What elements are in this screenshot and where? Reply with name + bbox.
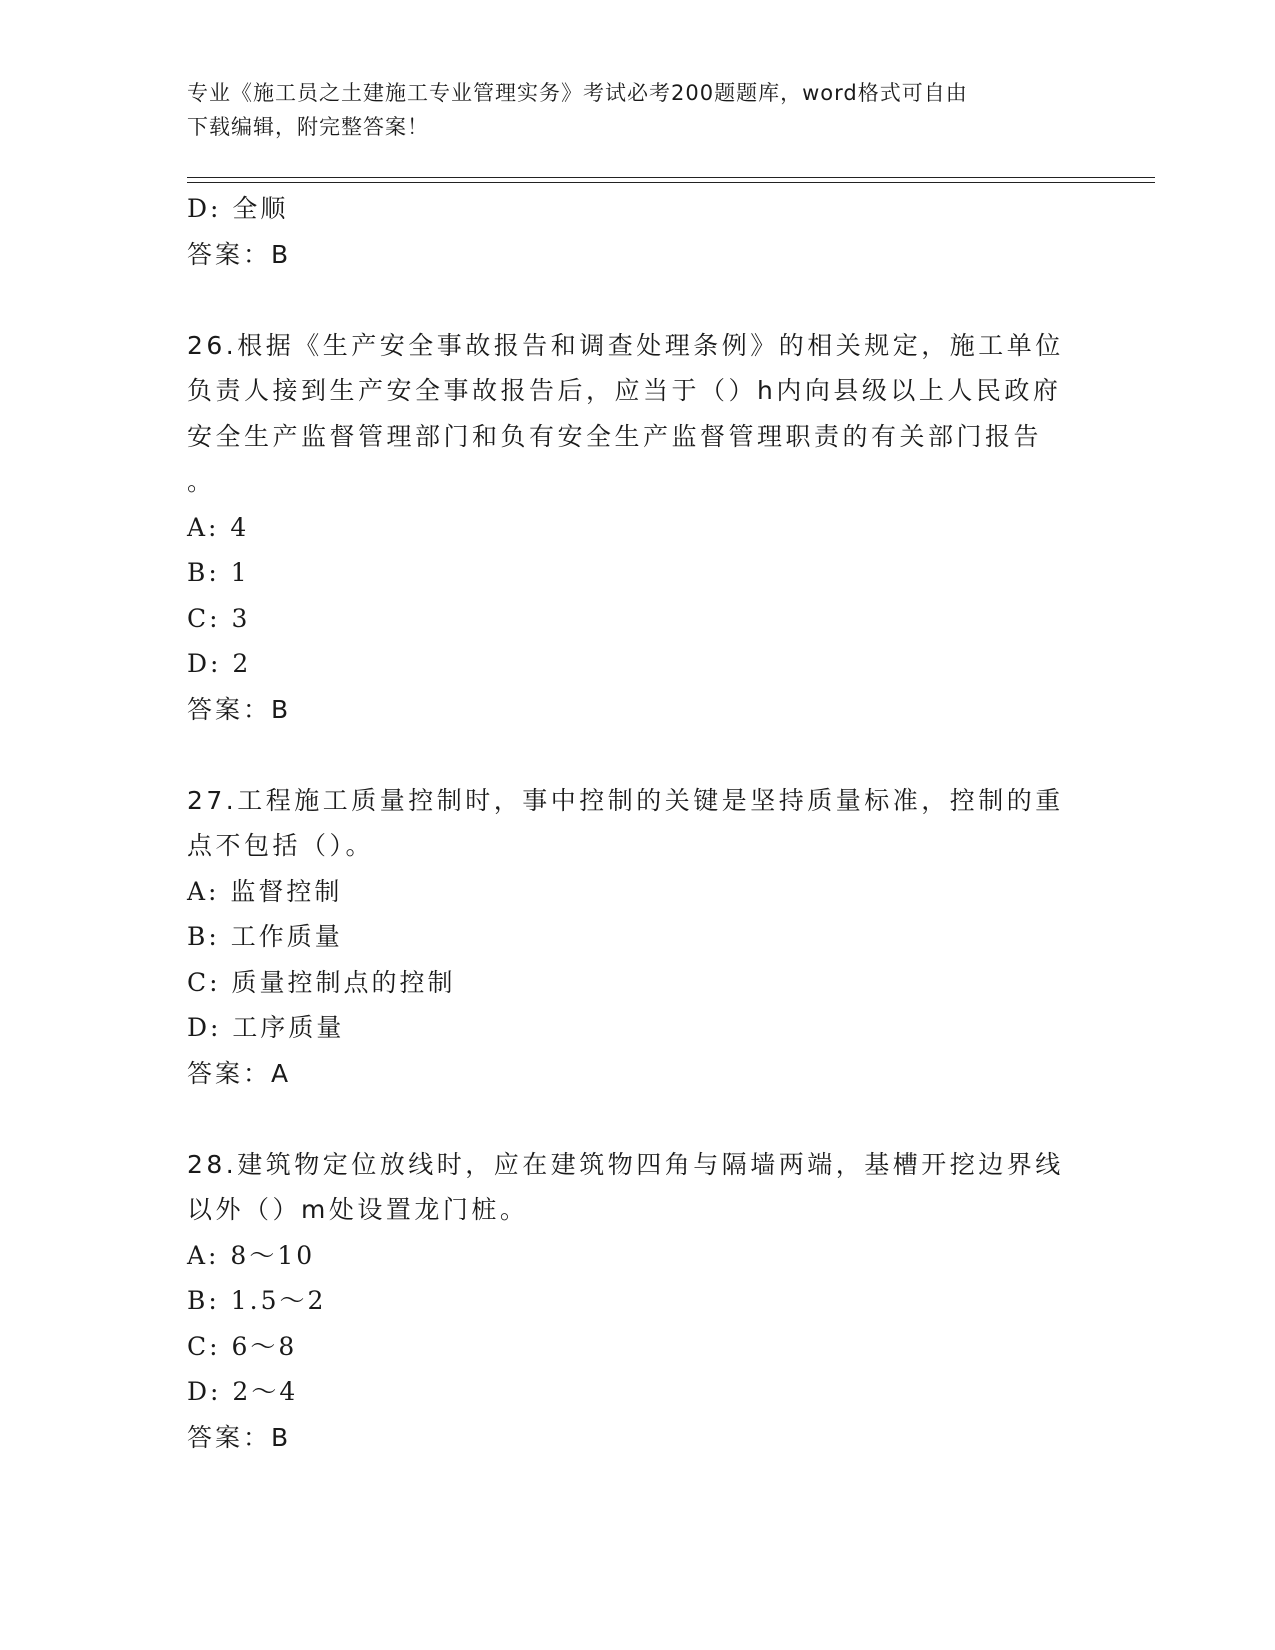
question-27 xyxy=(187,778,1087,1097)
option-d: D: 2 xyxy=(187,649,252,678)
option-d: D: 全顺 xyxy=(187,194,289,223)
question-text-line: 以外（）m处设置龙门桩。 xyxy=(187,1195,529,1224)
question-26 xyxy=(187,323,1087,733)
option-d: D: 2～4 xyxy=(187,1377,299,1406)
answer: 答案：A xyxy=(187,1058,292,1088)
option-b: B: 工作质量 xyxy=(187,922,343,951)
question-list xyxy=(187,186,1087,1460)
question-28 xyxy=(187,1142,1087,1461)
option-b: B: 1.5～2 xyxy=(187,1286,327,1315)
option-c: C: 3 xyxy=(187,603,251,633)
option-d: D: 工序质量 xyxy=(187,1013,345,1042)
option-b: B: 1 xyxy=(187,558,250,587)
question-text-line: 28.建筑物定位放线时，应在建筑物四角与隔墙两端，基槽开挖边界线 xyxy=(187,1149,1064,1179)
question-text-line: 安全生产监督管理部门和负有安全生产监督管理职责的有关部门报告 xyxy=(187,421,1043,451)
question-text-line: 负责人接到生产安全事故报告后，应当于（）h内向县级以上人民政府 xyxy=(187,376,1062,405)
option-a: A: 8～10 xyxy=(187,1240,316,1270)
question-text-line: 27.工程施工质量控制时，事中控制的关键是坚持质量标准，控制的重 xyxy=(187,785,1064,815)
header-line-1: 专业《施工员之土建施工专业管理实务》考试必考200题题库，word格式可自由 xyxy=(187,81,968,105)
spacer xyxy=(187,277,1087,323)
header-line-2: 下载编辑，附完整答案！ xyxy=(187,115,429,139)
option-c: C: 质量控制点的控制 xyxy=(187,967,456,997)
answer: 答案：B xyxy=(187,1422,292,1452)
answer: 答案：B xyxy=(187,694,292,724)
spacer xyxy=(187,1096,1087,1142)
option-c: C: 6～8 xyxy=(187,1331,298,1361)
answer: 答案：B xyxy=(187,239,292,269)
question-text-line: 。 xyxy=(187,467,216,496)
question-text-line: 点不包括（）。 xyxy=(187,831,375,860)
header-rule-top xyxy=(187,177,1155,178)
header-rule-bottom xyxy=(187,182,1155,183)
option-a: A: 监督控制 xyxy=(187,876,343,906)
spacer xyxy=(187,732,1087,778)
question-text-line: 26.根据《生产安全事故报告和调查处理条例》的相关规定，施工单位 xyxy=(187,330,1064,360)
option-a: A: 4 xyxy=(187,512,250,542)
document-header xyxy=(187,76,1067,144)
